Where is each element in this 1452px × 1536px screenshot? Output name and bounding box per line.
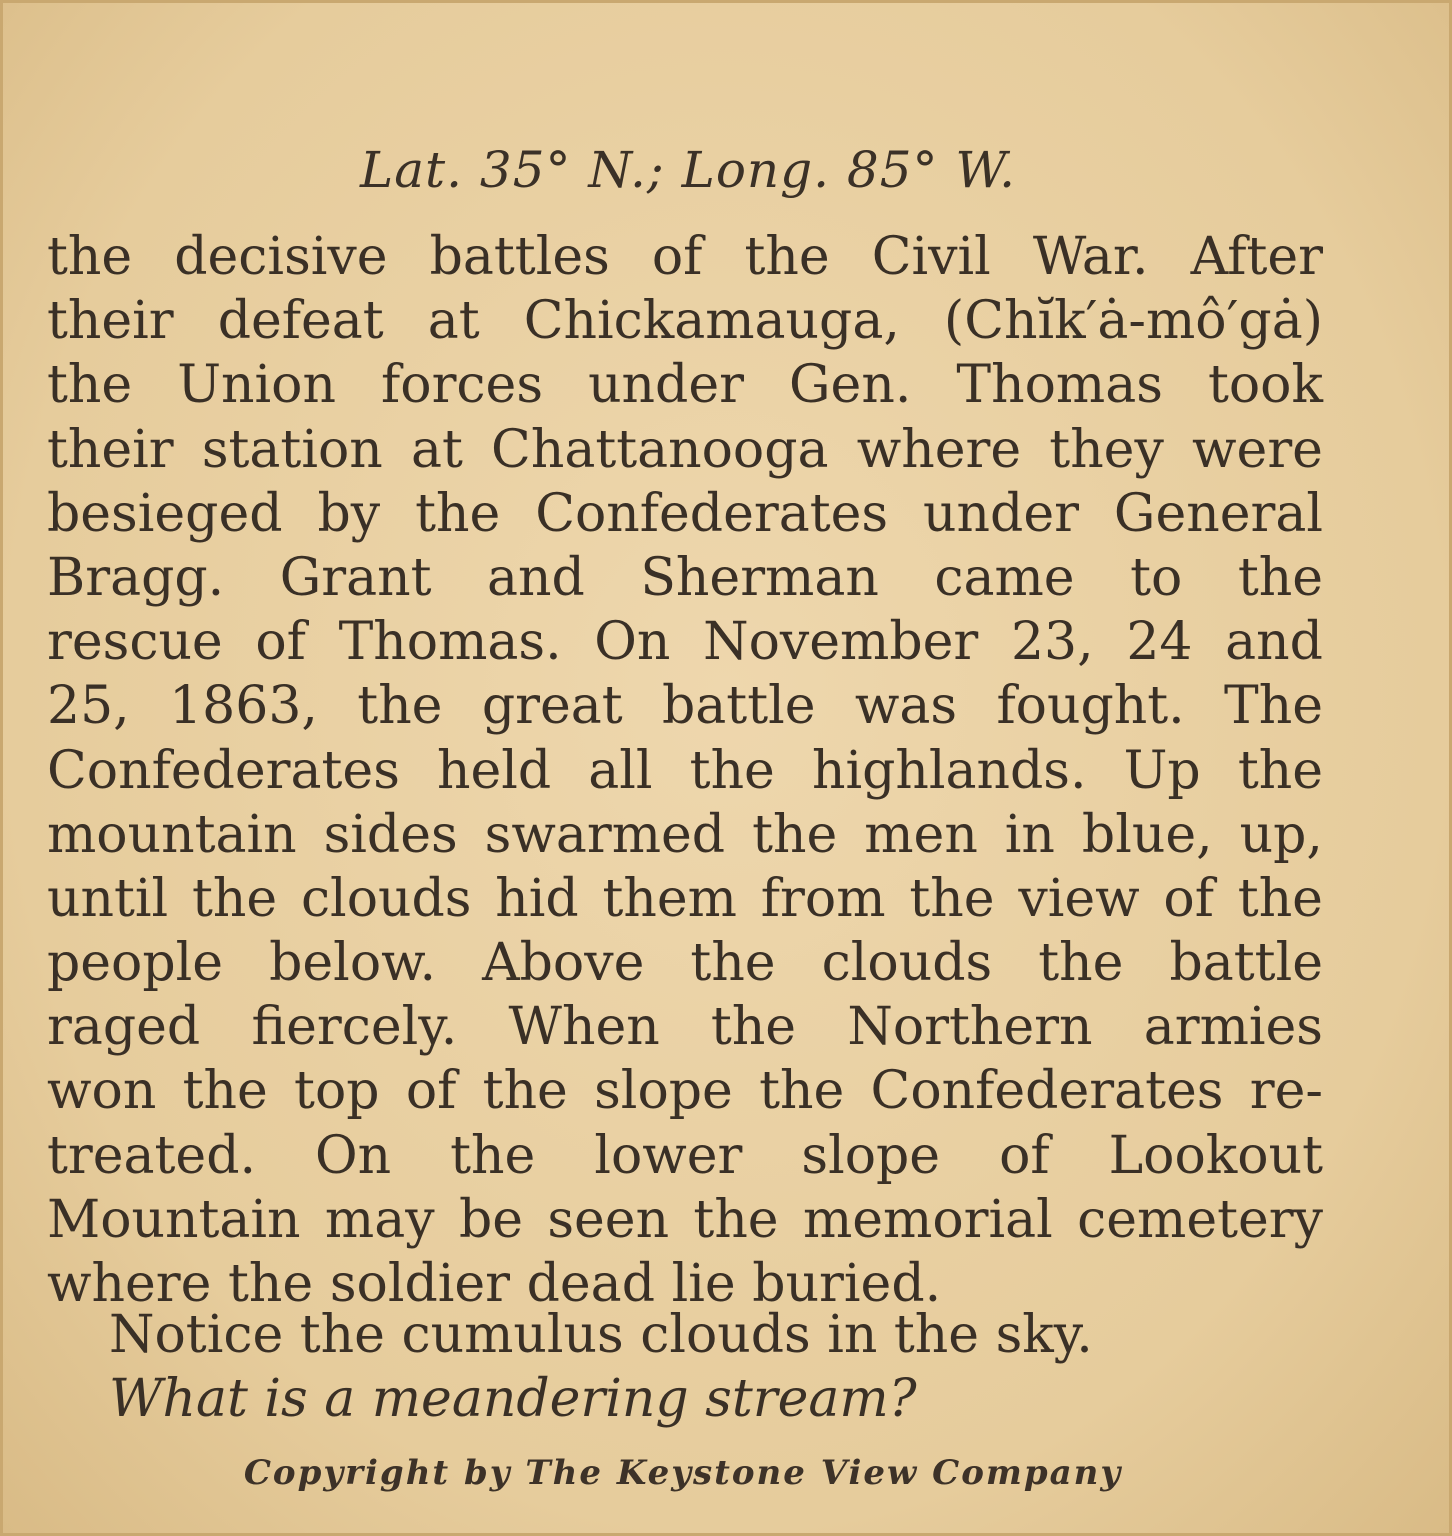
word: War. xyxy=(1032,227,1149,287)
word: all xyxy=(588,740,653,801)
word: the xyxy=(1237,868,1323,929)
word: at xyxy=(410,419,463,480)
word: General xyxy=(1113,483,1323,544)
word: Confederates xyxy=(535,483,889,544)
word: raged xyxy=(47,997,201,1058)
word: the xyxy=(357,676,443,737)
word: under xyxy=(588,355,744,416)
word: Above xyxy=(482,933,645,994)
word: (Chĭk′ȧ-mô′gȧ) xyxy=(943,291,1323,352)
word: Confederates xyxy=(870,1061,1224,1122)
word: soldier xyxy=(329,1254,510,1314)
word: mountain xyxy=(47,804,297,865)
text-line xyxy=(47,867,1323,931)
word: highlands. xyxy=(811,740,1087,801)
text-line xyxy=(47,1059,1323,1123)
text-line xyxy=(47,1124,1323,1188)
word: cemetery xyxy=(1077,1189,1323,1250)
word: forces xyxy=(381,355,544,416)
word: The xyxy=(1224,676,1323,737)
word: the xyxy=(482,1061,568,1122)
word: Bragg. xyxy=(47,547,225,608)
word: dead xyxy=(526,1254,655,1314)
word: their xyxy=(47,291,174,352)
word: their xyxy=(47,419,174,480)
word: where xyxy=(47,1254,212,1314)
word: from xyxy=(760,868,886,929)
word: the xyxy=(415,483,501,544)
word: besieged xyxy=(47,483,283,544)
text-line xyxy=(47,546,1323,610)
text-line xyxy=(47,289,1323,353)
text-line xyxy=(47,739,1323,803)
text-line xyxy=(47,353,1323,417)
word: them xyxy=(602,868,737,929)
word: decisive xyxy=(174,227,388,287)
word: the xyxy=(689,740,775,801)
word: was xyxy=(854,676,958,737)
word: the xyxy=(1038,933,1124,994)
text-line xyxy=(47,674,1323,738)
word: On xyxy=(594,612,671,673)
word: buried. xyxy=(752,1254,942,1314)
word: great xyxy=(481,676,623,737)
word: at xyxy=(427,291,480,352)
word: of xyxy=(255,612,306,673)
word: of xyxy=(1163,868,1214,929)
word: the xyxy=(47,227,133,287)
word: held xyxy=(437,740,552,801)
word: the xyxy=(710,997,797,1058)
word: Chickamauga, xyxy=(523,291,900,352)
word: 1863, xyxy=(169,676,318,737)
text-line xyxy=(47,995,1323,1059)
word: re- xyxy=(1249,1061,1323,1122)
word: battle xyxy=(662,676,816,737)
word: Northern xyxy=(847,997,1093,1058)
word: to xyxy=(1130,547,1183,608)
word: the xyxy=(909,868,995,929)
word: lie xyxy=(671,1254,736,1314)
word: memorial xyxy=(802,1189,1053,1250)
word: view xyxy=(1018,868,1140,929)
word: November xyxy=(703,612,979,673)
text-line xyxy=(47,482,1323,546)
word: seen xyxy=(547,1189,670,1250)
word: blue, xyxy=(1081,804,1213,865)
word: Gen. xyxy=(789,355,912,416)
word: the xyxy=(690,933,776,994)
word: Thomas xyxy=(956,355,1163,416)
word: sides xyxy=(323,804,458,865)
description-paragraph xyxy=(47,225,1323,1316)
word: the xyxy=(1237,547,1323,608)
word: the xyxy=(47,355,133,416)
word: the xyxy=(1237,740,1323,801)
word: slope xyxy=(594,1061,733,1122)
word: armies xyxy=(1143,997,1323,1058)
word: 24 xyxy=(1126,612,1193,673)
word: won xyxy=(47,1061,157,1122)
word: by xyxy=(317,483,381,544)
word: fought. xyxy=(996,676,1185,737)
word: be xyxy=(458,1189,523,1250)
text-line xyxy=(47,803,1323,867)
word: under xyxy=(923,483,1079,544)
word: of xyxy=(651,227,703,287)
notice-sentence: Notice the cumulus clouds in the sky. xyxy=(109,1305,1093,1365)
text-line xyxy=(47,931,1323,995)
text-line xyxy=(47,225,1323,289)
word: below. xyxy=(269,933,436,994)
word: top xyxy=(294,1061,380,1122)
text-line xyxy=(47,1188,1323,1252)
word: until xyxy=(47,868,169,929)
word: Grant xyxy=(279,547,432,608)
word: took xyxy=(1207,355,1323,416)
word: 25, xyxy=(47,676,130,737)
word: came xyxy=(934,547,1075,608)
word: defeat xyxy=(217,291,384,352)
word: swarmed xyxy=(484,804,726,865)
word: men xyxy=(864,804,978,865)
word: clouds xyxy=(300,868,472,929)
word: After xyxy=(1190,227,1323,287)
word: 23, xyxy=(1010,612,1094,673)
word: When xyxy=(508,997,660,1058)
word: battles xyxy=(429,227,610,287)
word: of xyxy=(405,1061,457,1122)
word: Civil xyxy=(871,227,991,287)
text-line xyxy=(47,610,1323,674)
word: and xyxy=(487,547,585,608)
word: battle xyxy=(1169,933,1323,994)
word: the xyxy=(450,1125,536,1186)
word: of xyxy=(999,1125,1050,1186)
copyright-notice: Copyright by The Keystone View Company xyxy=(243,1453,1123,1493)
word: Thomas. xyxy=(338,612,562,673)
word: they xyxy=(1049,419,1164,480)
word: lower xyxy=(594,1125,743,1186)
question-sentence: What is a meandering stream? xyxy=(109,1369,917,1429)
word: Lookout xyxy=(1108,1125,1323,1186)
word: Up xyxy=(1123,740,1201,801)
word: where xyxy=(856,419,1022,480)
word: the xyxy=(759,1061,845,1122)
word: fiercely. xyxy=(251,997,458,1058)
word: clouds xyxy=(821,933,993,994)
word: Chattanooga xyxy=(491,419,829,480)
word: up, xyxy=(1239,804,1323,865)
word: rescue xyxy=(47,612,223,673)
word: hid xyxy=(495,868,579,929)
word: Sherman xyxy=(640,547,879,608)
word: the xyxy=(191,868,278,929)
word: slope xyxy=(801,1125,941,1186)
word: treated. xyxy=(47,1125,257,1186)
word: the xyxy=(752,804,838,865)
word: the xyxy=(693,1189,779,1250)
word: the xyxy=(744,227,830,287)
word: people xyxy=(47,933,224,994)
word: Union xyxy=(177,355,336,416)
word: Confederates xyxy=(47,740,400,801)
word: the xyxy=(182,1061,268,1122)
text-line xyxy=(47,418,1323,482)
word: station xyxy=(201,419,383,480)
word: the xyxy=(228,1254,314,1314)
word: and xyxy=(1225,612,1323,673)
word: Mountain xyxy=(47,1189,301,1250)
word: On xyxy=(315,1125,392,1186)
word: may xyxy=(324,1189,435,1250)
word: in xyxy=(1004,804,1055,865)
coordinates-heading: Lat. 35° N.; Long. 85° W. xyxy=(360,141,1016,199)
word: were xyxy=(1192,419,1323,480)
